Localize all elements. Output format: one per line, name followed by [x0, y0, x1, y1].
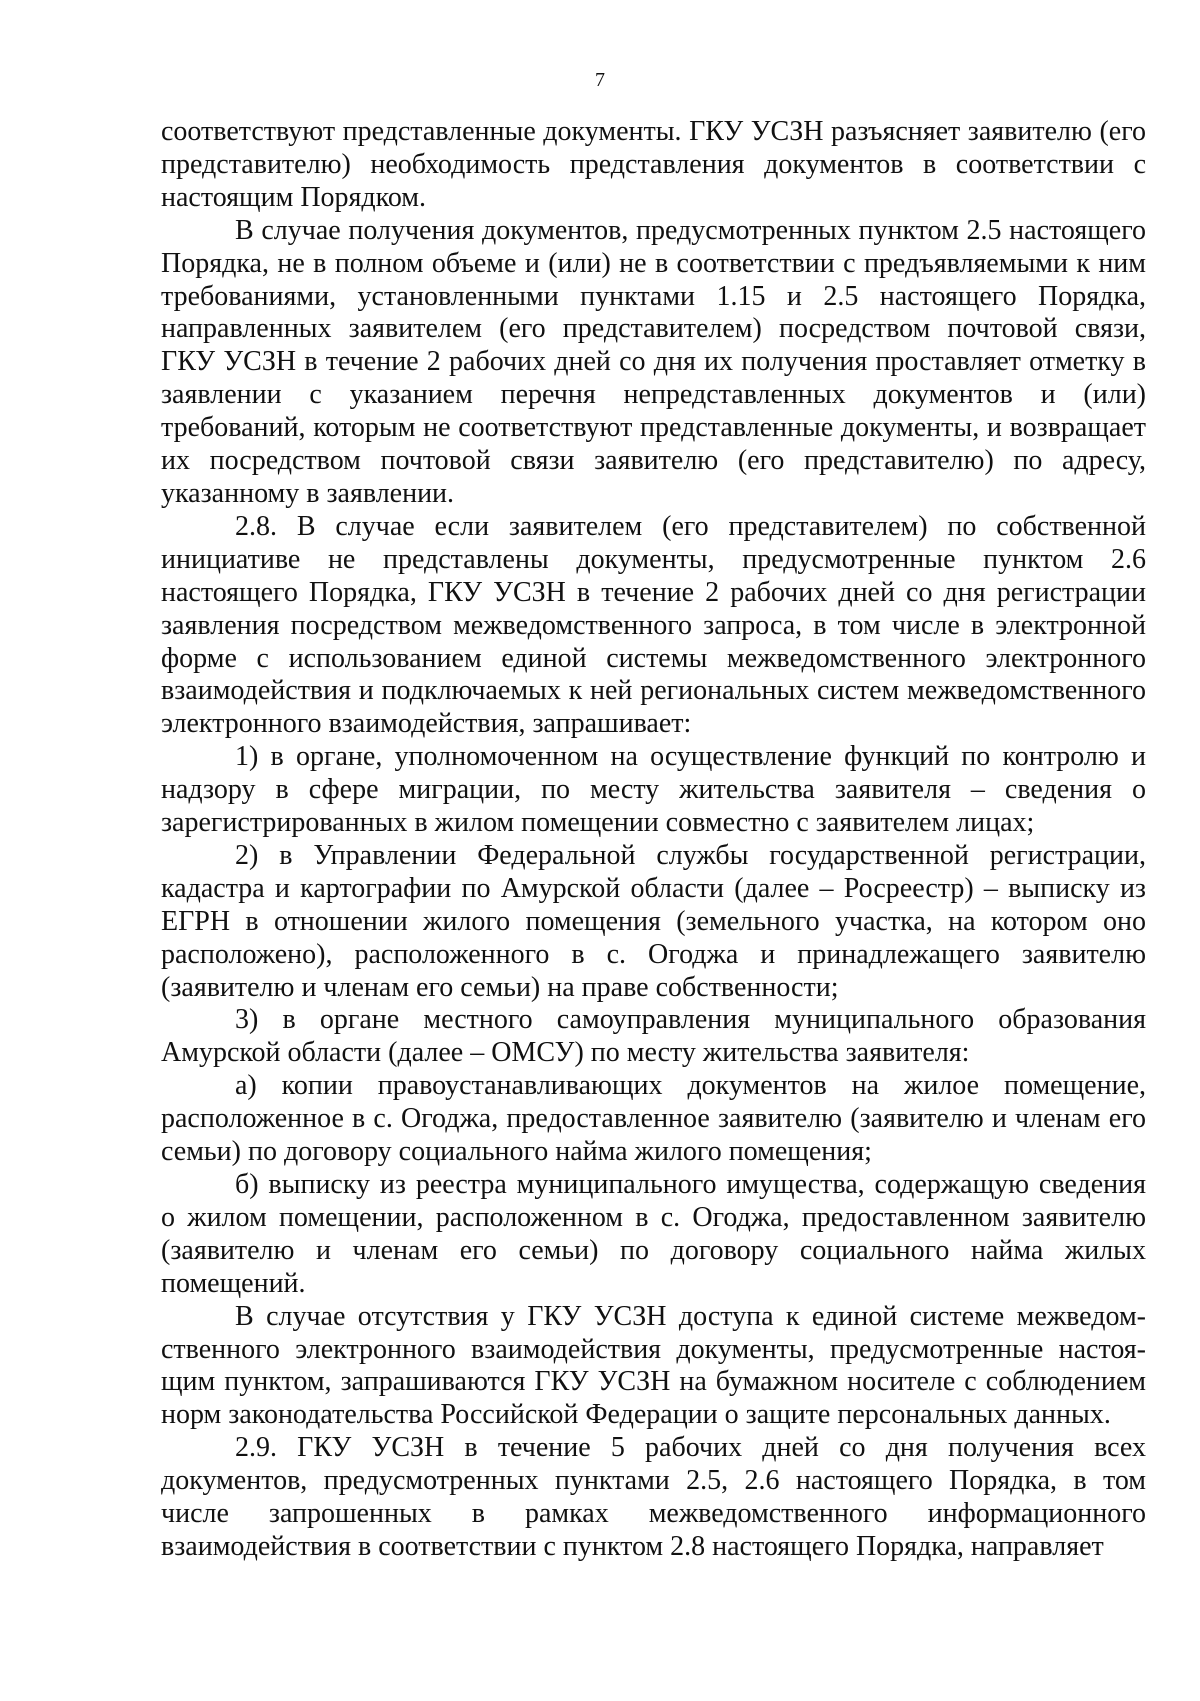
- list-item-3: 3) в органе местного самоуправления муниципального образования Амурской области (далее – ОМСУ) по месту жительства заявителя:: [161, 1004, 1146, 1069]
- paragraph-no-access: В случае отсутствия у ГКУ УСЗН доступа к единой системе межведомственного электронного взаимодействия документы, предусмотренные настоящим пунктом, запрашиваются ГКУ УСЗН на бумажном носителе с соблюдением норм законодательства Российской Федерации о защите персональных данных.: [161, 1300, 1146, 1431]
- list-item-1: 1) в органе, уполномоченном на осуществление функций по контролю и надзору в сфере миграции, по месту жительства заявителя – сведения о зарегистрированных в жилом помещении совместно с заявителем лицах;: [161, 741, 1146, 839]
- paragraph-2-9: 2.9. ГКУ УСЗН в течение 5 рабочих дней со дня получения всех документов, предусмотренных пунктами 2.5, 2.6 настоящего Порядка, в том числе запрошенных в рамках межведомственного информационного взаимодействия в соответствии с пунктом 2.8 настоящего Порядка, направляет: [161, 1432, 1146, 1562]
- page-number: 7: [595, 69, 605, 91]
- list-item-3b: б) выписку из реестра муниципального имущества, содержащую сведения о жилом помещении, расположенном в с. Огоджа, предоставленном заявителю (заявителю и членам его семьи) по договору социального найма жилых помещений.: [161, 1169, 1146, 1299]
- paragraph-incomplete-documents: В случае получения документов, предусмотренных пунктом 2.5 настоящего Порядка, не в полном объеме и (или) не в соответствии с предъявляемыми к ним требованиями, установленными пунктами 1.15 и 2.5 настоящего Порядка, направленных заявителем (его представителем) посредством почтовой связи, ГКУ УСЗН в течение 2 рабочих дней со дня их получения проставляет отметку в заявлении с указанием перечня непредставленных документов и (или) требований, которым не соответствуют представленные документы, и возвращает их посредством почтовой связи заявителю (его представителю) по адресу, указанному в заявлении.: [161, 214, 1146, 509]
- paragraph-continuation: соответствуют представленные документы. ГКУ УСЗН разъясняет заявителю (его представителю) необходимость представления документов в соответствии с настоящим Порядком.: [161, 116, 1146, 213]
- document-body: [161, 116, 1146, 1564]
- list-item-3a: а) копии правоустанавливающих документов на жилое помещение, расположенное в с. Огоджа, предоставленное заявителю (заявителю и членам его семьи) по договору социального найма жилого помещения;: [161, 1070, 1146, 1168]
- list-item-2: 2) в Управлении Федеральной службы государственной регистрации, кадастра и картографии по Амурской области (далее – Росреестр) – выписку из ЕГРН в отношении жилого помещения (земельного участка, на котором оно расположено), расположенного в с. Огоджа и принадлежащего заявителю (заявителю и членам его семьи) на праве собственности;: [161, 839, 1146, 1003]
- paragraph-2-8: 2.8. В случае если заявителем (его представителем) по собственной инициативе не представлены документы, предусмотренные пунктом 2.6 настоящего Порядка, ГКУ УСЗН в течение 2 рабочих дней со дня регистрации заявления посредством межведомственного запроса, в том числе в электронной форме с использованием единой системы межведомственного электронного взаимодействия и подключаемых к ней региональных систем межведомственного электронного взаимодействия, запрашивает:: [161, 510, 1146, 740]
